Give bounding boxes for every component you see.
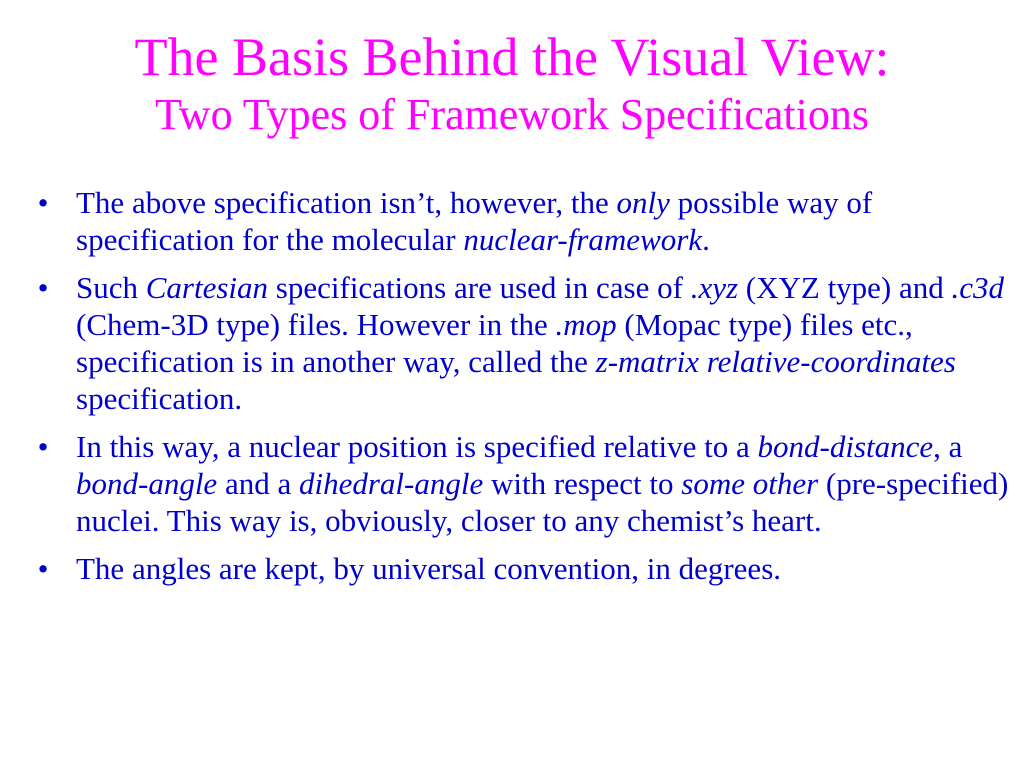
bullet-text bbox=[76, 551, 781, 586]
bullet-marker: • bbox=[37, 270, 49, 305]
italic-term: .mop bbox=[555, 307, 617, 342]
slide-title: The Basis Behind the Visual View: bbox=[134, 27, 890, 87]
text-run: (Chem-3D type) files. However in the bbox=[76, 307, 556, 342]
bullet-marker: • bbox=[37, 185, 49, 220]
text-run: The above specification isn’t, however, the bbox=[76, 185, 617, 220]
text-run: with respect to bbox=[483, 466, 682, 501]
bullet-text bbox=[76, 270, 1004, 416]
italic-term: bond-distance bbox=[757, 429, 934, 464]
bullet-item bbox=[28, 184, 1013, 258]
italic-term: .c3d bbox=[951, 270, 1005, 305]
text-run: . bbox=[702, 222, 710, 257]
bullet-marker: • bbox=[37, 429, 49, 464]
bullet-item bbox=[28, 269, 1013, 417]
text-run: The angles are kept, by universal convention, in degrees. bbox=[76, 551, 782, 586]
text-run: specifications are used in case of bbox=[268, 270, 691, 305]
italic-term: Cartesian bbox=[145, 270, 269, 305]
text-run: possible way of specification for the molecular bbox=[76, 185, 873, 257]
italic-term: only bbox=[616, 185, 670, 220]
text-run: Such bbox=[76, 270, 146, 305]
italic-term: .xyz bbox=[690, 270, 739, 305]
italic-term: z-matrix relative-coordinates bbox=[595, 344, 956, 379]
bullet-list bbox=[28, 184, 1013, 598]
text-run: (Mopac type) files etc., specification is in another way, called the bbox=[76, 307, 913, 379]
text-run: , a bbox=[933, 429, 963, 464]
bullet-item bbox=[28, 428, 1013, 539]
slide-subtitle: Two Types of Framework Specifications bbox=[155, 90, 869, 139]
text-run: In this way, a nuclear position is specified relative to a bbox=[76, 429, 758, 464]
text-run: (pre-specified) nuclei. This way is, obviously, closer to any chemist’s heart. bbox=[76, 466, 1009, 538]
text-run: (XYZ type) and bbox=[738, 270, 952, 305]
bullet-item bbox=[28, 550, 1013, 587]
title-block bbox=[0, 26, 1024, 140]
bullet-text bbox=[76, 429, 1008, 538]
italic-term: some other bbox=[681, 466, 819, 501]
text-run: and a bbox=[217, 466, 299, 501]
italic-term: nuclear-framework bbox=[463, 222, 703, 257]
bullet-marker: • bbox=[37, 551, 49, 586]
bullet-text bbox=[76, 185, 872, 257]
text-run: specification. bbox=[76, 381, 243, 416]
italic-term: bond-angle bbox=[76, 466, 218, 501]
italic-term: dihedral-angle bbox=[298, 466, 484, 501]
